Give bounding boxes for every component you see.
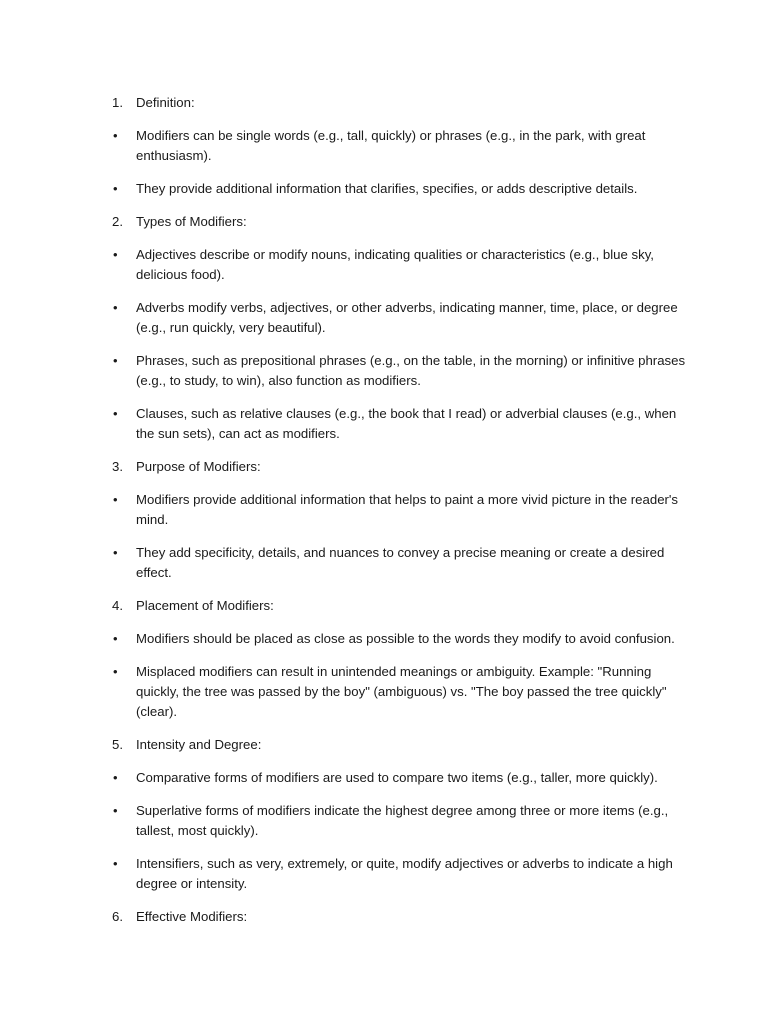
bullet-icon: • — [113, 631, 118, 646]
bullet-item — [112, 768, 692, 788]
list-text: Adverbs modify verbs, adjectives, or other adverbs, indicating manner, time, place, or degree (e.g., run quickly, very beautiful). — [136, 300, 678, 335]
bullet-item — [112, 490, 692, 530]
bullet-item — [112, 404, 692, 444]
numbered-heading-types — [112, 212, 692, 232]
bullet-item — [112, 245, 692, 285]
list-text: Purpose of Modifiers: — [136, 459, 261, 474]
bullet-icon: • — [113, 492, 118, 507]
list-text: Clauses, such as relative clauses (e.g., the book that I read) or adverbial clauses (e.g., when the sun sets), can act as modifiers. — [136, 406, 677, 441]
bullet-icon: • — [113, 181, 118, 196]
bullet-item — [112, 662, 692, 722]
bullet-icon: • — [113, 803, 118, 818]
list-text: Misplaced modifiers can result in unintended meanings or ambiguity. Example: "Running quickly, the tree was passed by the boy" (ambiguous) vs. "The boy passed the tree quickly" (clear). — [136, 664, 667, 719]
list-text: Placement of Modifiers: — [136, 598, 274, 613]
list-number: 3. — [112, 459, 123, 474]
list-text: Adjectives describe or modify nouns, indicating qualities or characteristics (e.g., blue sky, delicious food). — [136, 247, 654, 282]
list-text: Intensifiers, such as very, extremely, or quite, modify adjectives or adverbs to indicate a high degree or intensity. — [136, 856, 673, 891]
list-text: They provide additional information that clarifies, specifies, or adds descriptive details. — [136, 181, 638, 196]
list-number: 4. — [112, 598, 123, 613]
list-text: Effective Modifiers: — [136, 909, 248, 924]
list-text: Types of Modifiers: — [136, 214, 247, 229]
bullet-item — [112, 126, 692, 166]
bullet-icon: • — [113, 856, 118, 871]
bullet-item — [112, 801, 692, 841]
bullet-item — [112, 298, 692, 338]
bullet-icon: • — [113, 300, 118, 315]
bullet-icon: • — [113, 406, 118, 421]
list-text: Intensity and Degree: — [136, 737, 262, 752]
list-text: Modifiers provide additional information that helps to paint a more vivid picture in the reader's mind. — [136, 492, 679, 527]
numbered-heading-definition — [112, 93, 692, 113]
bullet-item — [112, 629, 692, 649]
bullet-item — [112, 351, 692, 391]
list-text: Modifiers should be placed as close as possible to the words they modify to avoid confusion. — [136, 631, 675, 646]
bullet-item — [112, 543, 692, 583]
bullet-icon: • — [113, 664, 118, 679]
document-content — [112, 93, 692, 940]
list-number: 2. — [112, 214, 123, 229]
list-text: Definition: — [136, 95, 195, 110]
list-number: 5. — [112, 737, 123, 752]
list-text: Phrases, such as prepositional phrases (e.g., on the table, in the morning) or infinitive phrases (e.g., to study, to win), also function as modifiers. — [136, 353, 686, 388]
bullet-icon: • — [113, 247, 118, 262]
list-text: Superlative forms of modifiers indicate the highest degree among three or more items (e.g., tallest, most quickly). — [136, 803, 669, 838]
bullet-item — [112, 854, 692, 894]
list-number: 6. — [112, 909, 123, 924]
list-text: Modifiers can be single words (e.g., tall, quickly) or phrases (e.g., in the park, with great enthusiasm). — [136, 128, 646, 163]
list-text: Comparative forms of modifiers are used to compare two items (e.g., taller, more quickly). — [136, 770, 658, 785]
list-number: 1. — [112, 95, 123, 110]
bullet-icon: • — [113, 128, 118, 143]
numbered-heading-intensity — [112, 735, 692, 755]
numbered-heading-placement — [112, 596, 692, 616]
numbered-heading-effective — [112, 907, 692, 927]
bullet-icon: • — [113, 353, 118, 368]
numbered-heading-purpose — [112, 457, 692, 477]
bullet-icon: • — [113, 545, 118, 560]
bullet-item — [112, 179, 692, 199]
bullet-icon: • — [113, 770, 118, 785]
list-text: They add specificity, details, and nuances to convey a precise meaning or create a desired effect. — [136, 545, 665, 580]
